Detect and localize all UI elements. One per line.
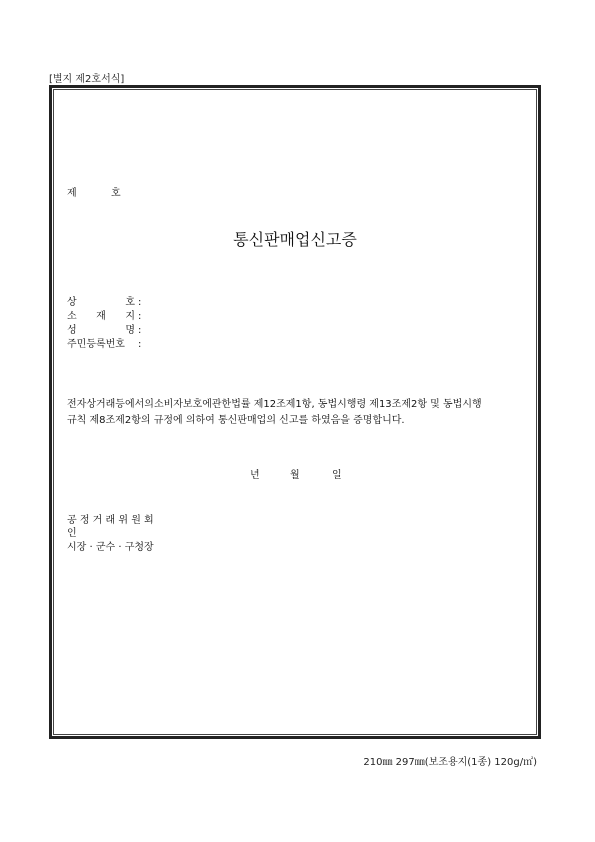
date-year-label: 년 (250, 470, 260, 481)
paper-specification-note: 210㎜ 297㎜(보조용지(1종) 120g/㎡) (363, 757, 537, 768)
issuer-local-government: 시장 · 군수 · 구청장 (67, 542, 154, 553)
field-label-resident-number: 주민등록번호 (67, 339, 125, 350)
field-row-resident-number (67, 338, 141, 352)
field-label-business-name: 상 호 (67, 297, 135, 308)
field-colon: : (138, 339, 142, 350)
certificate-number-label-second: 호 (111, 188, 121, 199)
field-label-address: 소 재 지 (67, 311, 135, 322)
issuer-seal-mark: 인 (67, 528, 77, 539)
field-colon: : (138, 311, 142, 322)
field-row-name (67, 324, 141, 338)
date-day-label: 일 (332, 470, 342, 481)
field-row-business-name (67, 296, 141, 310)
certification-statement-line-2: 규칙 제8조제2항의 규정에 의하여 통신판매업의 신고를 하였음을 증명합니다. (67, 415, 405, 426)
field-colon: : (138, 297, 142, 308)
field-label-name: 성 명 (67, 325, 135, 336)
certificate-number-label-first: 제 (67, 188, 77, 199)
certification-statement (67, 397, 537, 429)
field-row-address (67, 310, 141, 324)
date-month-label: 월 (290, 470, 300, 481)
certificate-title: 통신판매업신고증 (233, 230, 357, 249)
form-number-tag: [별지 제2호서식] (49, 74, 125, 85)
field-colon: : (138, 325, 142, 336)
certification-statement-line-1: 전자상거래등에서의소비자보호에관한법률 제12조제1항, 동법시행령 제13조제2항 및 동법시행 (67, 399, 482, 410)
issuer-commission: 공 정 거 래 위 원 회 (67, 515, 154, 526)
